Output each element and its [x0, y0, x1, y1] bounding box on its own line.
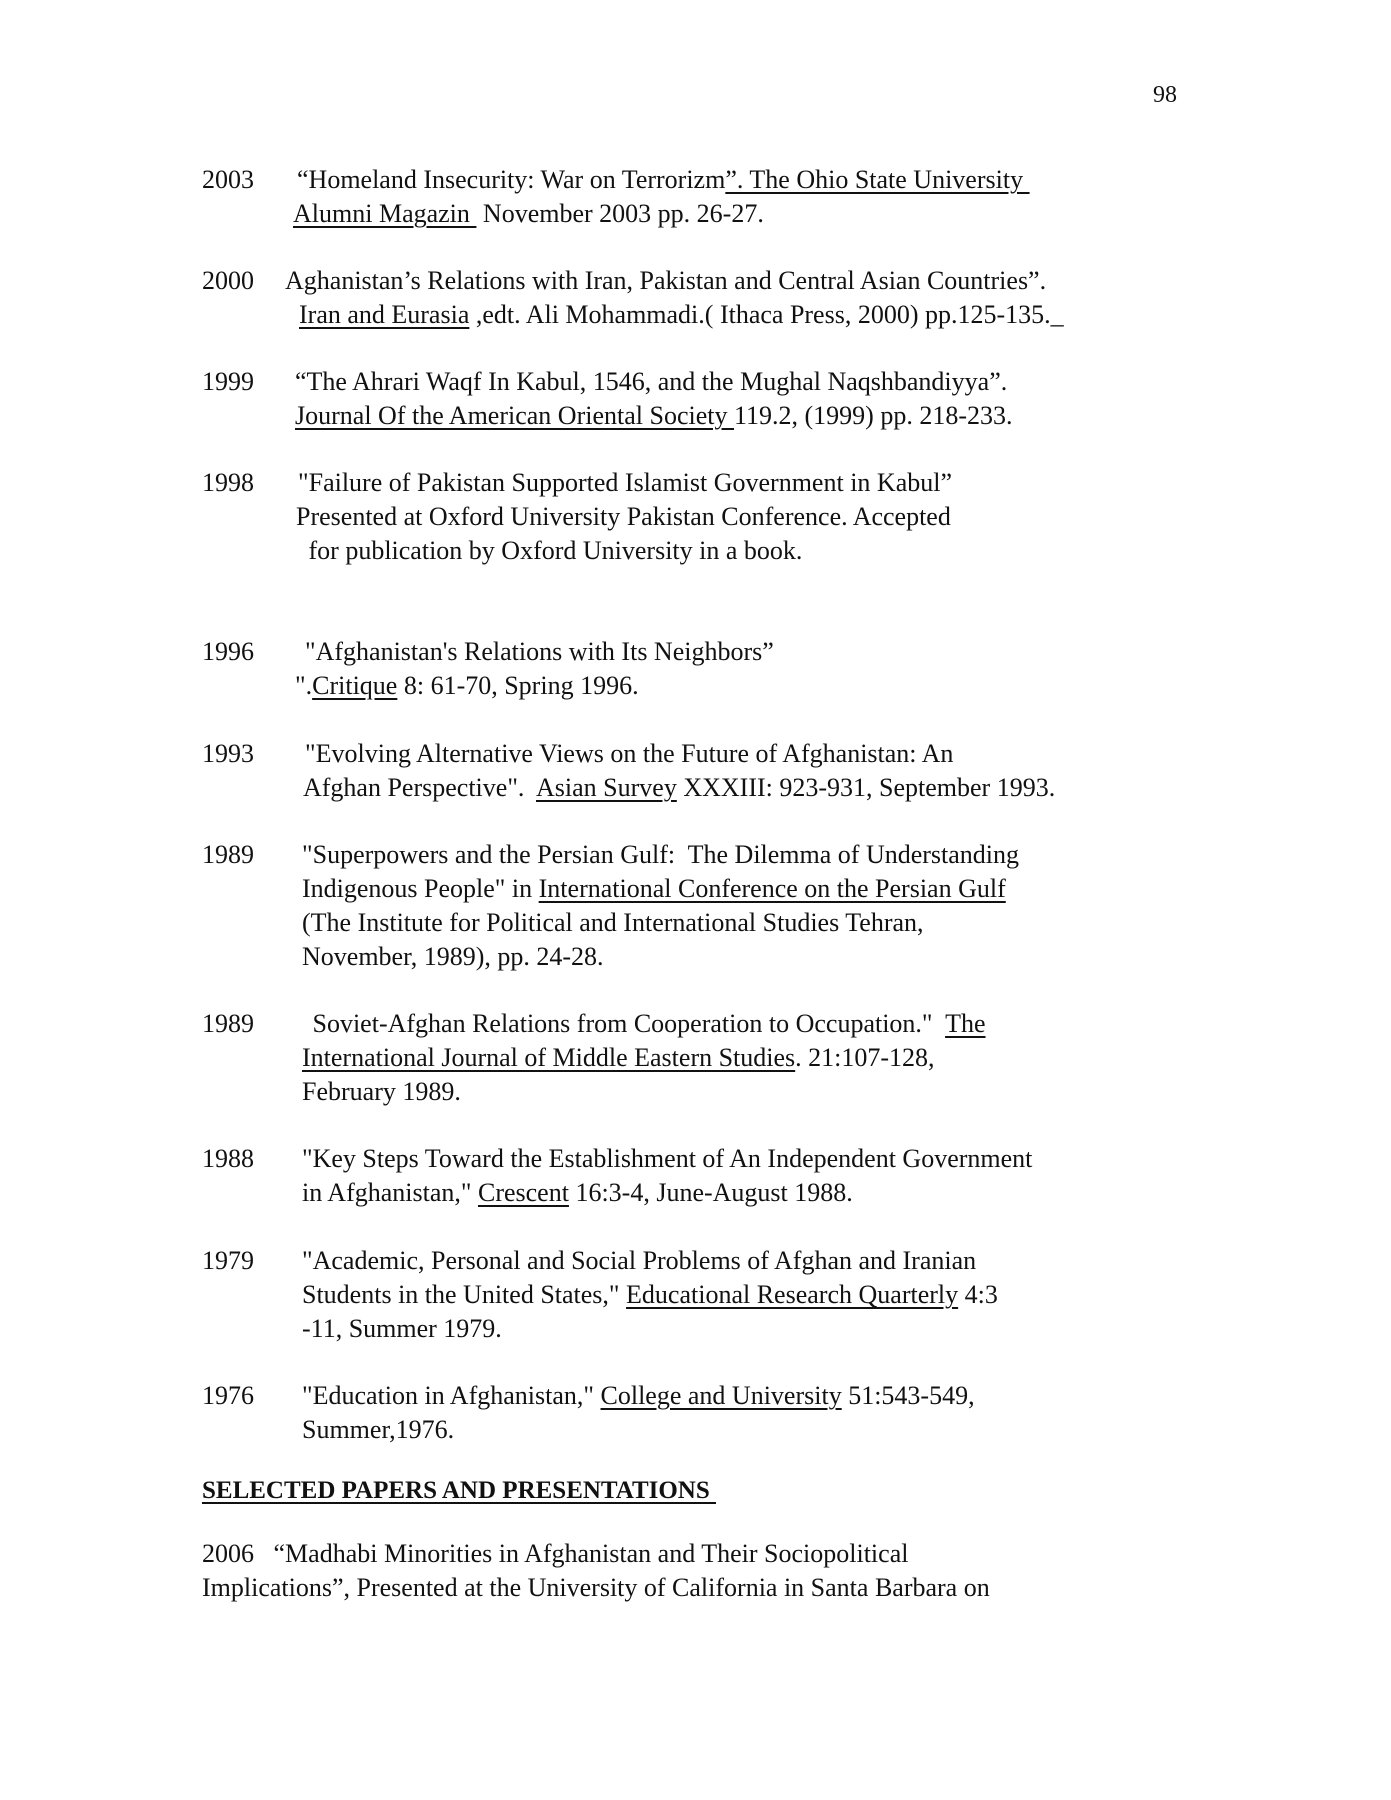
publication-line: November, 1989), pp. 24-28.: [302, 942, 604, 971]
publication-line: "Superpowers and the Persian Gulf: The Dilemma of Understanding: [302, 840, 1020, 869]
section-heading: SELECTED PAPERS AND PRESENTATIONS: [202, 1477, 717, 1504]
publication-line: “Homeland Insecurity: War on Terrorizm”. The Ohio State University: [297, 165, 1030, 194]
publication-year: 1989: [202, 1009, 254, 1038]
page-number: 98: [1153, 82, 1177, 108]
publication-line: (The Institute for Political and International Studies Tehran,: [302, 908, 924, 937]
publication-line: Presented at Oxford University Pakistan Conference. Accepted: [296, 502, 951, 531]
publication-line: “The Ahrari Waqf In Kabul, 1546, and the Mughal Naqshbandiyya”.: [295, 367, 1008, 396]
publication-line: for publication by Oxford University in a book.: [302, 536, 803, 565]
publication-year: 2000: [202, 266, 254, 295]
publication-line: -11, Summer 1979.: [302, 1314, 502, 1343]
publication-line: "Key Steps Toward the Establishment of An Independent Government: [302, 1144, 1033, 1173]
publication-line: Iran and Eurasia ,edt. Ali Mohammadi.( Ithaca Press, 2000) pp.125-135._: [299, 300, 1064, 329]
publication-line: Journal Of the American Oriental Society 119.2, (1999) pp. 218-233.: [295, 401, 1013, 430]
publication-year: 1996: [202, 637, 254, 666]
publication-line: International Journal of Middle Eastern Studies. 21:107-128,: [302, 1043, 935, 1072]
publication-year: 1988: [202, 1144, 254, 1173]
publication-year: 2003: [202, 165, 254, 194]
publication-line: "Failure of Pakistan Supported Islamist Government in Kabul”: [298, 468, 952, 497]
publication-year: 1976: [202, 1381, 254, 1410]
publication-year: 1979: [202, 1246, 254, 1275]
publication-line: "Academic, Personal and Social Problems of Afghan and Iranian: [302, 1246, 977, 1275]
paragraph-line: 2006 “Madhabi Minorities in Afghanistan and Their Sociopolitical: [202, 1539, 909, 1568]
publication-line: "Afghanistan's Relations with Its Neighbors”: [305, 637, 774, 666]
publication-line: ".Critique 8: 61-70, Spring 1996.: [295, 671, 639, 700]
publication-line: February 1989.: [302, 1077, 461, 1106]
publication-line: Alumni Magazin November 2003 pp. 26-27.: [293, 199, 764, 228]
publication-year: 1999: [202, 367, 254, 396]
publication-line: "Education in Afghanistan," College and University 51:543-549,: [302, 1381, 975, 1410]
publication-year: 1998: [202, 468, 254, 497]
paragraph-line: Implications”, Presented at the University of California in Santa Barbara on: [202, 1573, 990, 1602]
publication-line: Summer,1976.: [302, 1415, 455, 1444]
publication-line: Students in the United States," Educational Research Quarterly 4:3: [302, 1280, 998, 1309]
publication-line: Soviet-Afghan Relations from Cooperation to Occupation." The: [306, 1009, 986, 1038]
publication-line: "Evolving Alternative Views on the Future of Afghanistan: An: [305, 739, 954, 768]
publication-year: 1989: [202, 840, 254, 869]
publication-line: in Afghanistan," Crescent 16:3-4, June-August 1988.: [302, 1178, 853, 1207]
publication-line: Aghanistan’s Relations with Iran, Pakistan and Central Asian Countries”.: [285, 266, 1047, 295]
publication-year: 1993: [202, 739, 254, 768]
publication-line: Afghan Perspective". Asian Survey XXXIII: 923-931, September 1993.: [303, 773, 1056, 802]
publication-line: Indigenous People" in International Conference on the Persian Gulf: [302, 874, 1006, 903]
